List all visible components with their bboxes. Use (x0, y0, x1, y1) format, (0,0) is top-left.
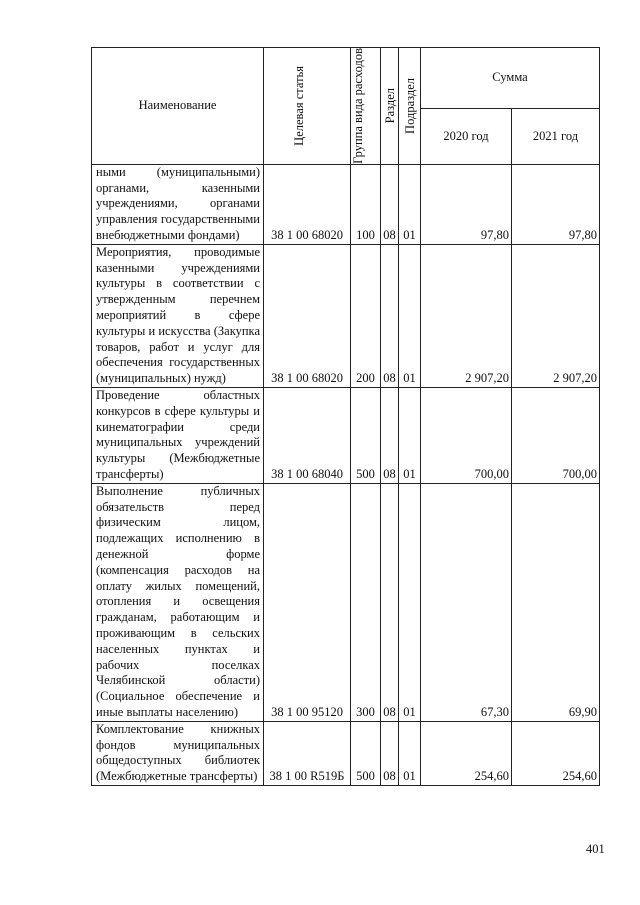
header-subsection (399, 48, 421, 165)
row-section: 08 (381, 721, 399, 785)
row-section: 08 (381, 483, 399, 721)
row-sum-2021: 97,80 (512, 164, 600, 244)
row-target: 38 1 00 95120 (264, 483, 351, 721)
header-sum: Сумма (421, 48, 600, 109)
row-name: Мероприятия, проводимые казенными учреждениями культуры в соответствии с утвержденным перечнем мероприятий в сфере культуры и искусства (Закупка товаров, работ и услуг для обеспечения государственных (муниципальных) нужд) (92, 244, 264, 387)
row-group: 300 (351, 483, 381, 721)
row-sum-2021: 2 907,20 (512, 244, 600, 387)
row-target: 38 1 00 68020 (264, 164, 351, 244)
row-subsection: 01 (399, 721, 421, 785)
row-target: 38 1 00 68040 (264, 387, 351, 483)
table-row (92, 483, 600, 721)
row-section: 08 (381, 387, 399, 483)
row-name: Комплектование книжных фондов муниципальных общедоступных библиотек (Межбюджетные трансферты) (92, 721, 264, 785)
row-name: Проведение областных конкурсов в сфере культуры и кинематографии среди муниципальных учреждений культуры (Межбюджетные трансферты) (92, 387, 264, 483)
row-sum-2021: 69,90 (512, 483, 600, 721)
row-sum-2021: 700,00 (512, 387, 600, 483)
row-section: 08 (381, 164, 399, 244)
row-target: 38 1 00 68020 (264, 244, 351, 387)
header-target (264, 48, 351, 165)
header-section (381, 48, 399, 165)
row-subsection: 01 (399, 387, 421, 483)
row-sum-2021: 254,60 (512, 721, 600, 785)
row-sum-2020: 2 907,20 (421, 244, 512, 387)
row-sum-2020: 254,60 (421, 721, 512, 785)
header-name: Наименование (92, 48, 264, 165)
row-group: 200 (351, 244, 381, 387)
row-sum-2020: 97,80 (421, 164, 512, 244)
table-row (92, 387, 600, 483)
table-row (92, 721, 600, 785)
page-number: 401 (586, 842, 605, 856)
row-name: Выполнение публичных обязательств перед физическим лицом, подлежащих исполнению в денежной форме (компенсация расходов на оплату жилых помещений, отопления и освещения гражданам, работающим и проживающим в сельских населенных пунктах и рабочих поселках Челябинской области) (Социальное обеспечение и иные выплаты населению) (92, 483, 264, 721)
header-group (351, 48, 381, 165)
header-year-2020: 2020 год (421, 109, 512, 165)
table-row (92, 244, 600, 387)
header-target-label: Целевая статья (292, 65, 306, 146)
header-subsection-label: Подраздел (402, 77, 417, 134)
row-subsection: 01 (399, 164, 421, 244)
row-group: 500 (351, 721, 381, 785)
row-group: 500 (351, 387, 381, 483)
header-group-label: Группа вида расходов (350, 48, 365, 164)
row-sum-2020: 700,00 (421, 387, 512, 483)
row-target: 38 1 00 R519Б (264, 721, 351, 785)
table-row (92, 164, 600, 244)
header-year-2021: 2021 год (512, 109, 600, 165)
header-section-label: Раздел (382, 88, 397, 124)
row-sum-2020: 67,30 (421, 483, 512, 721)
row-section: 08 (381, 244, 399, 387)
budget-table (91, 47, 600, 786)
row-subsection: 01 (399, 483, 421, 721)
row-subsection: 01 (399, 244, 421, 387)
row-name: ными (муниципальными) органами, казенными учреждениями, органами управления государственными внебюджетными фондами) (92, 164, 264, 244)
row-group: 100 (351, 164, 381, 244)
